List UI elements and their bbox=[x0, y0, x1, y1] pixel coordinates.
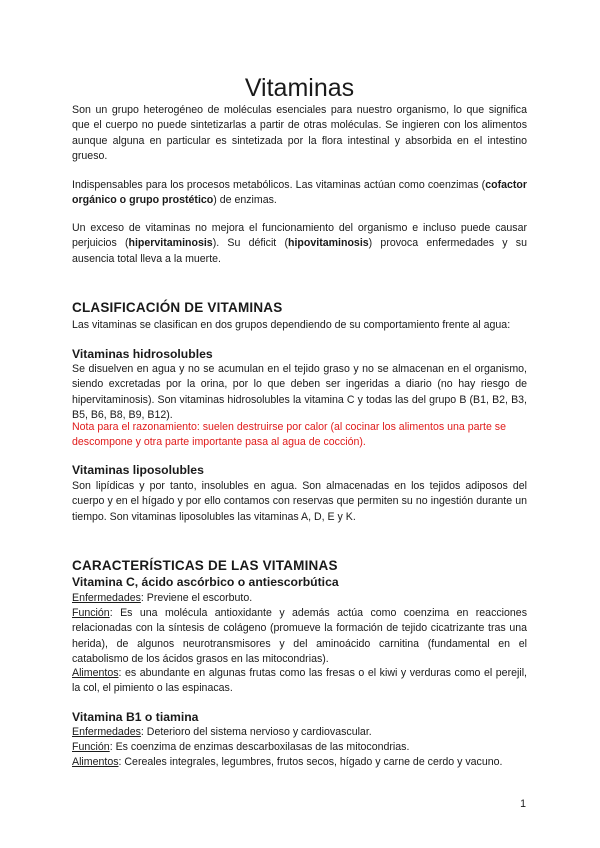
page-title: Vitaminas bbox=[244, 74, 355, 102]
page-number: 1 bbox=[520, 798, 526, 810]
subheading-liposolubles: Vitaminas liposolubles bbox=[72, 463, 204, 477]
vitamina-c-alimentos bbox=[72, 666, 527, 697]
intro-p3-text-end: ) provoca enfermedades y su ausencia total lleva a la muerte. bbox=[72, 237, 527, 265]
intro-paragraph-3 bbox=[72, 221, 527, 267]
liposolubles-text: Son lipídicas y por tanto, insolubles en agua. Son almacenadas en los tejidos adiposos del cuerpo y en el hígado y por ello contamos con reservas que permiten su no ingestión durante un tiempo. Son vitaminas liposolubles las vitaminas A, D, E y K. bbox=[72, 480, 527, 523]
intro-p3-text: Un exceso de vitaminas no mejora el funcionamiento del organismo e incluso puede causar perjuicios ( bbox=[72, 222, 527, 250]
intro-p3-bold-hipo: hipovitaminosis bbox=[288, 237, 369, 250]
intro-paragraph-2 bbox=[72, 178, 527, 209]
intro-p2-text: Indispensables para los procesos metabólicos. Las vitaminas actúan como coenzimas ( bbox=[72, 179, 486, 191]
vitamina-b1-alimentos-label: Alimentos bbox=[72, 756, 119, 768]
subheading-vitamina-b1: Vitamina B1 o tiamina bbox=[72, 710, 199, 724]
vitamina-c-enfermedades-label: Enfermedades bbox=[72, 592, 141, 604]
vitamina-c-funcion bbox=[72, 606, 527, 668]
vitamina-b1-enfermedades-text: : Deterioro del sistema nervioso y cardiovascular. bbox=[140, 726, 372, 738]
clasificacion-intro: Las vitaminas se clasifican en dos grupos dependiendo de su comportamiento frente al agua: bbox=[72, 319, 511, 331]
vitamina-b1-alimentos bbox=[72, 755, 527, 770]
vitamina-b1-funcion-label: Función bbox=[72, 741, 110, 753]
vitamina-b1-alimentos-text: : Cereales integrales, legumbres, frutos secos, hígado y carne de cerdo y vacuno. bbox=[118, 756, 503, 768]
vitamina-c-enfermedades-text: : Previene el escorbuto. bbox=[140, 592, 253, 604]
vitamina-c-funcion-text: : Es una molécula antioxidante y además actúa como coenzima en reacciones relacionadas con la síntesis de colágeno (promueve la formación de tejido cicatrizante tras una herida), de algunos neurotransmisores y del aminoácido carnitina (fundamental en el catabolismo de los ácidos grasos en las mitocondrias). bbox=[72, 607, 527, 666]
intro-paragraph-1: Son un grupo heterogéneo de moléculas esenciales para nuestro organismo, lo que significa que el cuerpo no puede sintetizarlas a partir de otras moléculas. Se ingieren con los alimentos aunque alguna en particular es sintetizada por la flora intestinal y absorbida en el intestino grueso. bbox=[72, 104, 527, 163]
vitamina-c-alimentos-text: : es abundante en algunas frutas como las fresas o el kiwi y verduras como el perejil, la col, el pimiento o las espinacas. bbox=[72, 667, 527, 695]
intro-p3-text-mid: ). Su déficit ( bbox=[212, 237, 289, 250]
subheading-vitamina-c: Vitamina C, ácido ascórbico o antiescorbútica bbox=[72, 575, 339, 589]
section-heading-caracteristicas: CARACTERÍSTICAS DE LAS VITAMINAS bbox=[72, 558, 338, 573]
vitamina-b1-funcion bbox=[72, 740, 527, 755]
subheading-hidrosolubles: Vitaminas hidrosolubles bbox=[72, 347, 213, 361]
vitamina-b1-enfermedades bbox=[72, 725, 527, 740]
intro-p3-bold-hiper: hipervitaminosis bbox=[128, 237, 213, 250]
intro-p2-bold: cofactor orgánico o grupo prostético bbox=[72, 179, 527, 207]
intro-p2-text-end: ) de enzimas. bbox=[213, 194, 277, 207]
vitamina-b1-funcion-text: : Es coenzima de enzimas descarboxilasas de las mitocondrias. bbox=[109, 741, 410, 753]
vitamina-c-alimentos-label: Alimentos bbox=[72, 667, 119, 679]
section-heading-clasificacion: CLASIFICACIÓN DE VITAMINAS bbox=[72, 300, 283, 315]
vitamina-c-enfermedades bbox=[72, 591, 527, 606]
hidrosolubles-note: Nota para el razonamiento: suelen destruirse por calor (al cocinar los alimentos una parte se descompone y otra parte importante pasa al agua de cocción). bbox=[72, 421, 506, 449]
hidrosolubles-text: Se disuelven en agua y no se acumulan en el tejido graso y no se almacenan en el organismo, siendo excretadas por la orina, por lo que deben ser ingeridas a diario (no hay riesgo de hipervitaminosis). Son vitaminas hidrosolubles la vitamina C y todas las del grupo B (B1, B2, B3, B5, B6, B8, B9, B12). bbox=[72, 363, 527, 422]
vitamina-c-funcion-label: Función bbox=[72, 607, 110, 619]
vitamina-b1-enfermedades-label: Enfermedades bbox=[72, 726, 141, 738]
